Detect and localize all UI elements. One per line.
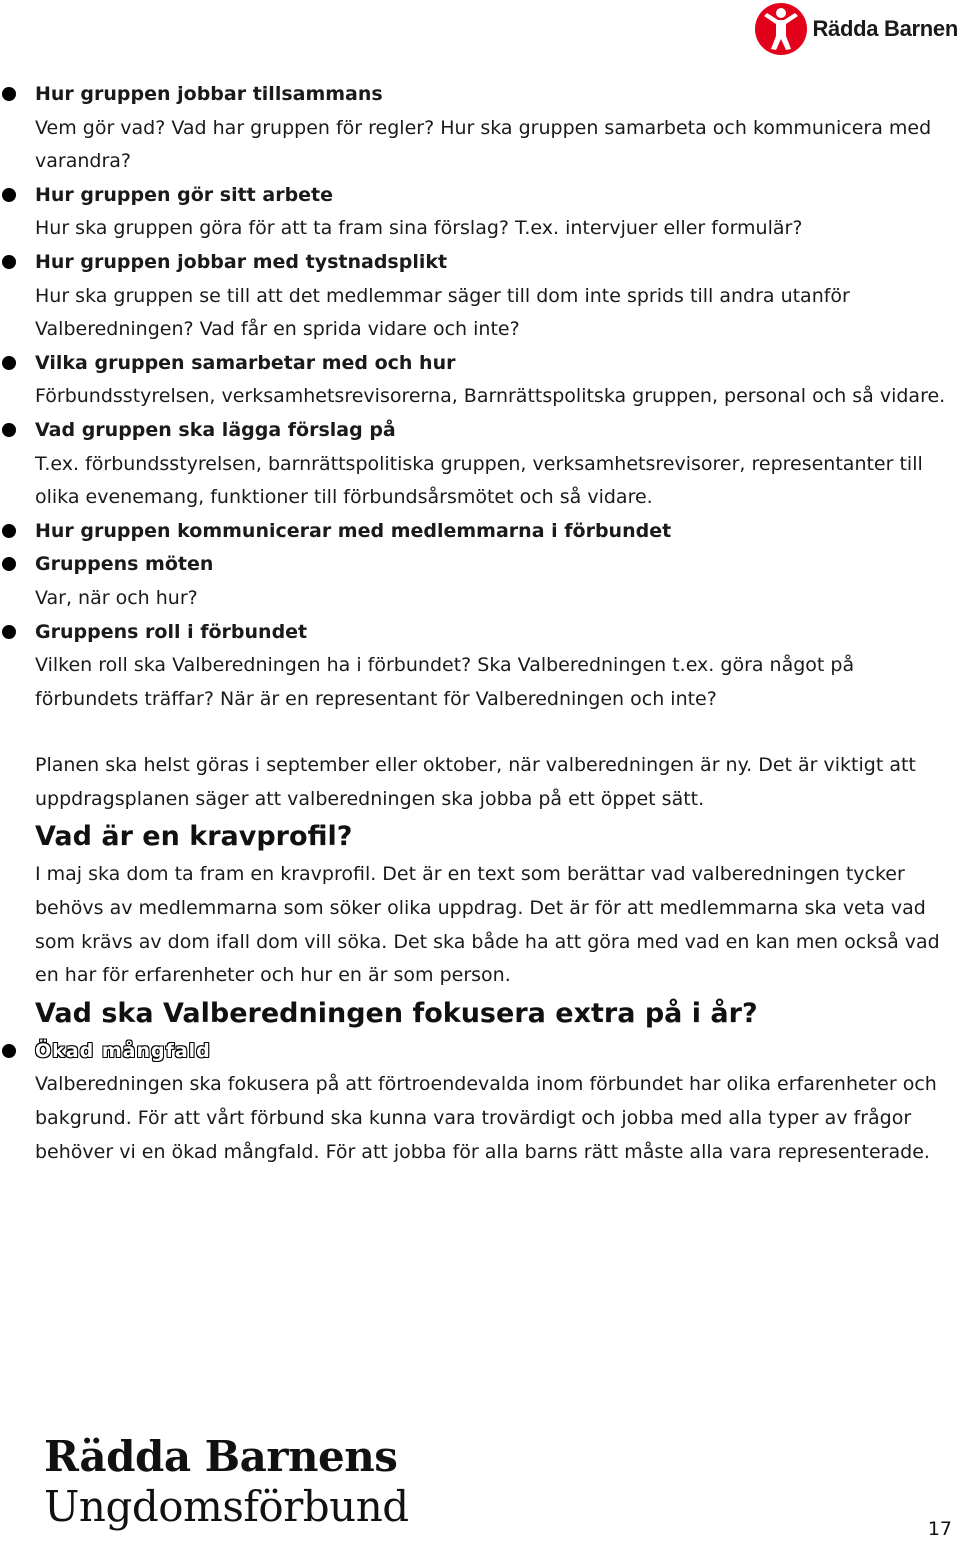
list-item-desc: Vem gör vad? Vad har gruppen för regler? Hur ska gruppen samarbeta och kommunicera med varandra? xyxy=(35,116,932,173)
bullet-icon xyxy=(2,625,16,639)
list-item-title: Gruppens roll i förbundet xyxy=(35,620,308,643)
list-item xyxy=(0,515,960,549)
list-item-desc: Vilken roll ska Valberedningen ha i förbundet? Ska Valberedningen t.ex. göra något på förbundets träffar? När är en representant för Valberedningen och inte? xyxy=(35,654,855,710)
list-item xyxy=(0,78,960,179)
page-number: 17 xyxy=(927,1518,952,1540)
spacer xyxy=(0,716,960,749)
list-item xyxy=(0,347,960,414)
bullet-icon xyxy=(2,356,16,370)
list-item-title: Ökad mångfald xyxy=(35,1039,211,1062)
bullet-icon xyxy=(2,557,16,571)
list-item xyxy=(0,1035,960,1169)
list-item xyxy=(0,616,960,717)
list-item xyxy=(0,414,960,515)
kravprofil-heading: Vad är en kravprofil? xyxy=(35,821,353,853)
list-item xyxy=(0,179,960,246)
list-item-desc: T.ex. förbundsstyrelsen, barnrättspolitiska gruppen, verksamhetsrevisorer, representanter till olika evenemang, funktioner till förbundsårsmötet och så vidare. xyxy=(35,452,923,509)
page-content xyxy=(0,78,960,1169)
list-item-title: Vilka gruppen samarbetar med och hur xyxy=(35,351,456,374)
kravprofil-paragraph: I maj ska dom ta fram en kravprofil. Det är en text som berättar vad valberedningen tycker behövs av medlemmarna som söker olika uppdrag. Det är för att medlemmarna ska veta vad som krävs av dom ifall dom vill söka. Det ska både ha att göra med vad en kan men också vad en har för erfarenheter och hur en är som person. xyxy=(35,863,940,987)
list-item-desc: Hur ska gruppen göra för att ta fram sina förslag? T.ex. intervjuer eller formulär? xyxy=(35,217,803,240)
child-figure-icon xyxy=(754,2,808,56)
footer-logo-line2: Ungdomsförbund xyxy=(44,1482,409,1531)
list-item-title: Hur gruppen jobbar tillsammans xyxy=(35,83,383,105)
list-item-desc: Hur ska gruppen se till att det medlemmar säger till dom inte sprids till andra utanför Valberedningen? Vad får en sprida vidare och inte? xyxy=(35,284,850,341)
plan-paragraph: Planen ska helst göras i september eller oktober, när valberedningen är ny. Det är viktigt att uppdragsplanen säger att valberedningen ska jobba på ett öppet sätt. xyxy=(35,754,916,810)
list-item-title: Hur gruppen gör sitt arbete xyxy=(35,183,334,206)
bullet-icon xyxy=(2,524,16,538)
footer-logo-line1: Rädda Barnens xyxy=(44,1432,398,1481)
bullet-icon xyxy=(2,423,16,437)
footer-logo xyxy=(44,1432,409,1532)
bullet-icon xyxy=(2,87,16,101)
bullet-icon xyxy=(2,1044,16,1058)
focus-heading: Vad ska Valberedningen fokusera extra på i år? xyxy=(35,997,758,1029)
logo-text: Rädda Barnen xyxy=(812,16,958,41)
list-item xyxy=(0,548,960,615)
list-item-title: Hur gruppen kommunicerar med medlemmarna i förbundet xyxy=(35,519,672,542)
list-item-desc: Var, när och hur? xyxy=(35,586,198,609)
header-logo xyxy=(754,2,958,56)
list-item xyxy=(0,246,960,347)
bullet-icon xyxy=(2,255,16,269)
list-item-desc: Valberedningen ska fokusera på att förtroendevalda inom förbundet har olika erfarenheter och bakgrund. För att vårt förbund ska kunna vara trovärdigt och jobba med alla typer av frågor behöver vi en ökad mångfald. För att jobba för alla barns rätt måste alla vara representerade. xyxy=(35,1073,937,1163)
bullet-icon xyxy=(2,188,16,202)
list-item-title: Vad gruppen ska lägga förslag på xyxy=(35,418,396,441)
list-item-title: Hur gruppen jobbar med tystnadsplikt xyxy=(35,250,448,273)
list-item-desc: Förbundsstyrelsen, verksamhetsrevisorerna, Barnrättspolitska gruppen, personal och så vidare. xyxy=(35,385,946,408)
list-item-title: Gruppens möten xyxy=(35,553,214,576)
